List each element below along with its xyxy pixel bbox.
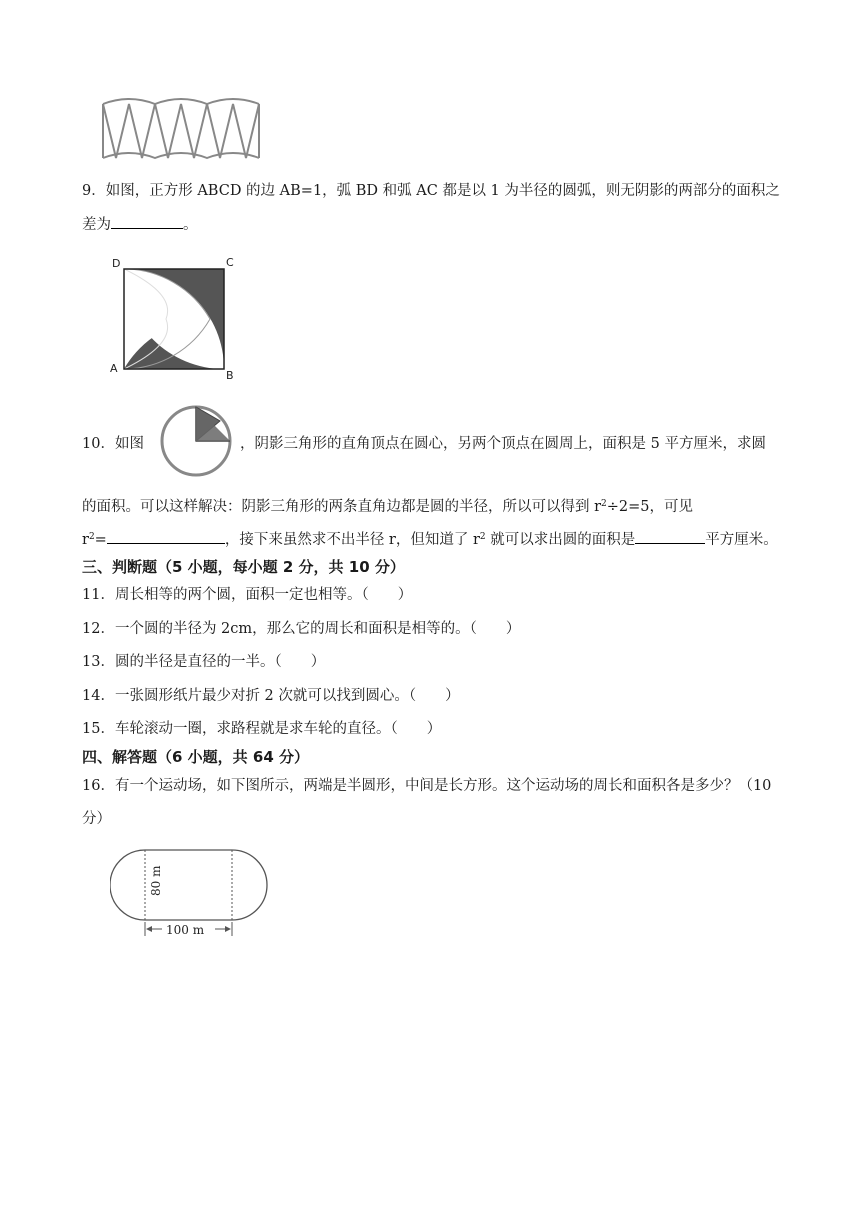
judgment-item-11: 11．周长相等的两个圆，面积一定也相等。（ ）	[82, 587, 413, 603]
question-10-line1: ，阴影三角形的直角顶点在圆心，另两个顶点在圆周上，面积是 5 平方厘米，求圆	[240, 436, 766, 452]
question-10-prefix: 10．如图	[82, 436, 144, 452]
judgment-item-12: 12．一个圆的半径为 2cm，那么它的周长和面积是相等的。（ ）	[82, 621, 521, 637]
question-10-line3: $r^2=$ ，接下来虽然求不出半径 r，但知道了 $r^2$ 就可以求出圆的面积是 平方厘米。	[82, 529, 778, 550]
label-c: C	[226, 256, 234, 269]
judgment-item-14: 14．一张圆形纸片最少对折 2 次就可以找到圆心。（ ）	[82, 688, 460, 704]
judgment-item-15: 15．车轮滚动一圈，求路程就是求车轮的直径。（ ）	[82, 721, 442, 737]
label-d: D	[112, 257, 121, 270]
question-16-line1: 16．有一个运动场，如下图所示，两端是半圆形，中间是长方形。这个运动场的周长和面积各是多少？（10	[82, 778, 772, 794]
question-9-line2: 差为 。	[82, 214, 198, 235]
question-9-line1: 9．如图，正方形 ABCD 的边 AB=1，弧 BD 和弧 AC 都是以 1 为半径的圆弧，则无阴影的两部分的面积之	[82, 183, 780, 199]
label-b: B	[226, 369, 234, 382]
question-16-line2: 分）	[82, 811, 111, 827]
width-label: 100 m	[166, 923, 205, 937]
answer-blank-10a[interactable]	[107, 529, 225, 544]
square-arcs-figure	[106, 254, 242, 382]
label-a: A	[110, 362, 118, 375]
judgment-item-13: 13．圆的半径是直径的一半。（ ）	[82, 654, 326, 670]
section-3-title: 三、判断题（5 小题，每小题 2 分，共 10 分）	[82, 558, 405, 576]
stadium-figure	[110, 846, 270, 940]
height-label: 80 m	[149, 865, 163, 896]
answer-blank-10b[interactable]	[635, 529, 705, 544]
answer-blank-9[interactable]	[111, 214, 183, 229]
section-4-title: 四、解答题（6 小题，共 64 分）	[82, 748, 309, 766]
circle-triangle-figure	[158, 403, 234, 479]
question-10-line2: 的面积。可以这样解决：阴影三角形的两条直角边都是圆的半径，所以可以得到 $r^2\div 2=5$，可见	[82, 499, 694, 515]
arch-triangle-figure	[100, 94, 262, 162]
